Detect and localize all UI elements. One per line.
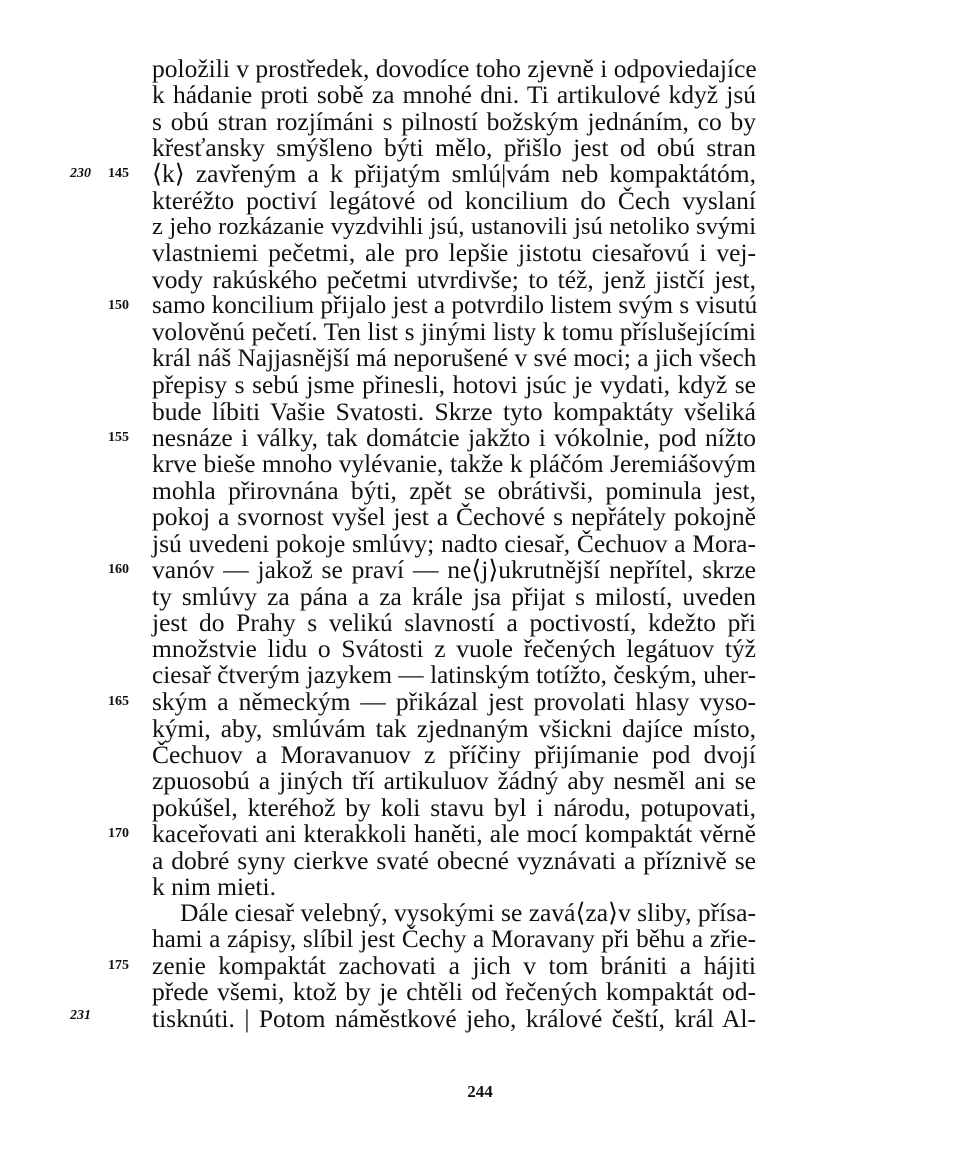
text-line: s obú stran rozjímáni s pilností božským jednáním, co by (152, 107, 756, 136)
text-line: kými, aby, smlúvám tak zjednaným všickni dajíce místo, (152, 714, 756, 743)
text-line: tisknúti. | Potom náměstkové jeho, králové čeští, král Al- (152, 1004, 756, 1033)
text-line: krve bieše mnoho vylévanie, takže k pláčóm Jeremiášovým (152, 450, 756, 478)
text-line: jsú uvedeni pokoje smlúvy; nadto ciesař, Čechuov a Mora- (152, 529, 756, 558)
text-line: z jeho rozkázanie vyzdvihli jsú, ustanovili jsú netoliko svými (152, 213, 756, 240)
source-page-ref: 231 (70, 1008, 91, 1023)
line-number: 175 (108, 958, 129, 973)
text-line: volověnú pečetí. Ten list s jinými listy k tomu příslušejícími (152, 319, 756, 346)
line-number: 165 (108, 694, 129, 709)
text-line: zenie kompaktát zachovati a jich v tom brániti a hájiti (152, 951, 756, 980)
text-line: král náš Najjasnější má neporušené v své moci; a jich všech (152, 344, 757, 372)
text-line: vody rakúského pečetmi utvrdivše; to též, jenž jistčí jest, (152, 265, 756, 294)
line-number: 150 (108, 298, 129, 313)
text-line: zpuosobú a jiných tří artikuluov žádný aby nesměl ani se (152, 766, 756, 795)
text-line: samo koncilium přijalo jest a potvrdilo listem svým s visutú (152, 291, 758, 319)
source-page-ref: 230 (70, 166, 91, 181)
text-line: množstvie lidu o Svátosti z vuole řečených legátuov týž (152, 634, 756, 663)
line-number: 145 (108, 166, 129, 181)
text-line: mohla přirovnána býti, zpět se obrátivši, pominula jest, (152, 476, 756, 505)
text-line: přepisy s sebú jsme přinesli, hotovi jsúc je vydati, když se (152, 370, 756, 399)
text-line: kteréžto poctiví legátové od koncilium do Čech vyslaní (152, 186, 756, 215)
text-line: k hádanie proti sobě za mnohé dni. Ti artikulové když jsú (152, 80, 756, 109)
text-line: ⟨k⟩ zavřeným a k přijatým smlú|vám neb kompaktátóm, (152, 159, 756, 188)
text-line: jest do Prahy s velikú slavností a poctivostí, kdežto při (152, 608, 756, 637)
page-number: 244 (467, 1082, 493, 1101)
text-line: položili v prostředek, dovodíce toho zjevně i odpoviedajíce (152, 54, 757, 83)
text-line: pokúšel, kteréhož by koli stavu byl i národu, potupovati, (152, 793, 756, 822)
text-line: a dobré syny cierkve svaté obecné vyznávati a příznivě se (152, 846, 756, 875)
text-line: vlastniemi pečetmi, ale pro lepšie jistotu ciesařovú i vej- (152, 238, 756, 267)
line-number: 160 (108, 562, 129, 577)
text-line: hami a zápisy, slíbil jest Čechy a Moravany při běhu a zřie- (152, 925, 756, 953)
text-line: kaceřovati ani kterakkoli haněti, ale mocí kompaktát věrně (152, 819, 756, 848)
text-line: Čechuov a Moravanuov z příčiny přijímanie pod dvojí (152, 740, 756, 769)
text-line: bude líbiti Vašie Svatosti. Skrze tyto kompaktáty všeliká (152, 397, 756, 426)
text-line: ciesař čtverým jazykem — latinským totížto, českým, uher- (152, 661, 756, 689)
text-line: přede všemi, ktož by je chtěli od řečených kompaktát od- (152, 977, 756, 1006)
line-number: 155 (108, 430, 129, 445)
line-number: 170 (108, 826, 129, 841)
text-line: ty smlúvy za pána a za krále jsa přijat s milostí, uveden (152, 582, 756, 611)
text-line: k nim mieti. (152, 872, 276, 901)
text-line: křesťansky smýšleno býti mělo, přišlo jest od obú stran (152, 133, 756, 162)
text-line: Dále ciesař velebný, vysokými se zavá⟨za⟩v sliby, přísa- (180, 898, 756, 927)
text-line: vanóv — jakož se praví — ne⟨j⟩ukrutnější nepřítel, skrze (152, 555, 756, 584)
text-line: pokoj a svornost vyšel jest a Čechové s nepřátely pokojně (152, 502, 756, 531)
text-line: nesnáze i války, tak domátcie jakžto i vókolnie, pod nížto (152, 423, 756, 452)
text-line: ským a německým — přikázal jest provolati hlasy vyso- (152, 687, 756, 716)
